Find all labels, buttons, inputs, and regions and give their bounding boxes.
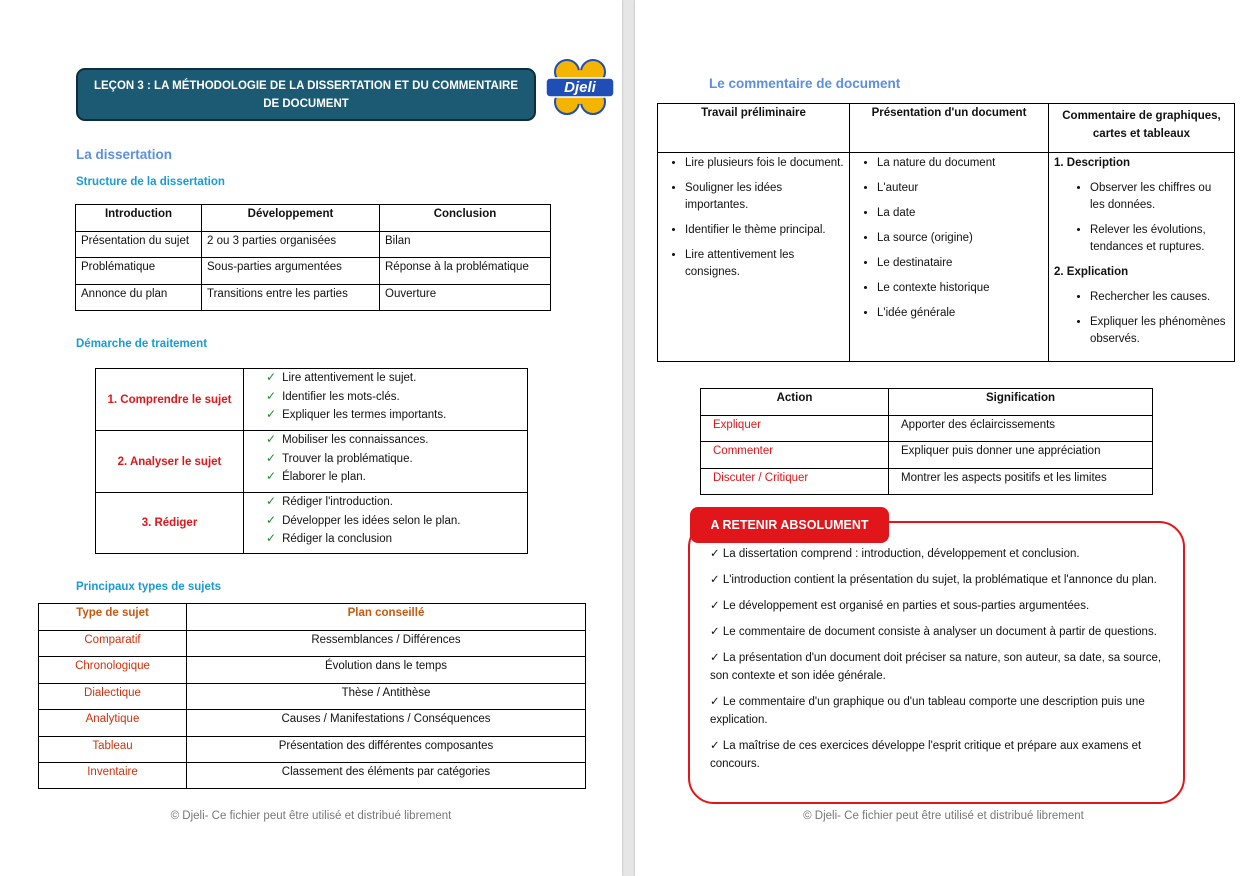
retenir-title: A RETENIR ABSOLUMENT <box>690 507 889 543</box>
check-icon: ✓ <box>710 696 723 708</box>
structure-cell: Présentation du sujet <box>76 232 202 258</box>
demarche-title: Démarche de traitement <box>76 338 208 350</box>
types-header: Type de sujet <box>39 604 187 631</box>
action-name: Commenter <box>701 442 889 469</box>
retenir-item: ✓ La dissertation comprend : introduction, développement et conclusion. <box>710 548 1080 560</box>
check-icon: ✓ <box>710 740 723 752</box>
commentaire-header: Travail préliminaire <box>658 104 850 153</box>
structure-cell: Problématique <box>76 258 202 285</box>
action-meaning: Montrer les aspects positifs et les limites <box>889 469 1153 495</box>
step-item: ✓ Lire attentivement le sujet. <box>266 370 417 384</box>
types-title: Principaux types de sujets <box>76 581 222 593</box>
lesson-title: LEÇON 3 : LA MÉTHODOLOGIE DE LA DISSERTATION ET DU COMMENTAIRE DE DOCUMENT <box>93 79 518 110</box>
type-name: Chronologique <box>39 657 187 684</box>
check-icon: ✓ <box>266 450 277 465</box>
type-plan: Ressemblances / Différences <box>187 631 586 657</box>
action-name: Discuter / Critiquer <box>701 469 889 495</box>
type-plan: Évolution dans le temps <box>187 657 586 684</box>
step-item: ✓ Rédiger l'introduction. <box>266 494 393 508</box>
retenir-item: ✓ Le développement est organisé en parties et sous-parties argumentées. <box>710 600 1090 612</box>
check-icon: ✓ <box>710 574 723 586</box>
list-item: • La source (origine) <box>877 230 1043 247</box>
retenir-item: ✓ Le commentaire de document consiste à analyser un document à partir de questions. <box>710 626 1157 638</box>
type-name: Analytique <box>39 710 187 737</box>
structure-header: Introduction <box>76 205 202 232</box>
type-name: Inventaire <box>39 763 187 789</box>
retenir-items <box>710 545 1179 773</box>
action-name: Expliquer <box>701 416 889 442</box>
list-item: • L'idée générale <box>877 305 1043 322</box>
page-2 <box>635 0 1252 876</box>
step-item: ✓ Mobiliser les connaissances. <box>266 432 429 446</box>
step-item: ✓ Identifier les mots-clés. <box>266 388 400 403</box>
step-item: ✓ Expliquer les termes importants. <box>266 407 447 421</box>
list-item: • Relever les évolutions, tendances et ruptures. <box>1090 222 1229 256</box>
type-name: Tableau <box>39 737 187 763</box>
list-item: • Souligner les idées importantes. <box>685 180 844 214</box>
commentaire-header: Présentation d'un document <box>850 104 1049 153</box>
structure-cell: Réponse à la problématique <box>380 258 551 285</box>
step-items <box>244 493 528 554</box>
step-items <box>244 369 528 431</box>
structure-header: Conclusion <box>380 205 551 232</box>
lesson-title-box <box>76 68 536 121</box>
check-icon: ✓ <box>710 600 723 612</box>
action-header: Action <box>701 389 889 416</box>
retenir-item: ✓ Le commentaire d'un graphique ou d'un tableau comporte une description puis une explication. <box>710 696 1145 726</box>
check-icon: ✓ <box>710 652 723 664</box>
structure-cell: Ouverture <box>380 285 551 311</box>
type-plan: Causes / Manifestations / Conséquences <box>187 710 586 737</box>
list-item: • La nature du document <box>877 155 1043 172</box>
check-icon: ✓ <box>266 370 277 384</box>
types-table <box>38 603 586 789</box>
section-dissertation: La dissertation <box>76 147 173 162</box>
action-table <box>700 388 1153 495</box>
list-item: • Expliquer les phénomènes observés. <box>1090 314 1229 348</box>
preliminary-work-list <box>658 153 850 362</box>
list-item: • Le contexte historique <box>877 280 1043 297</box>
retenir-item: ✓ L'introduction contient la présentation du sujet, la problématique et l'annonce du plan. <box>710 574 1157 586</box>
retenir-item: ✓ La présentation d'un document doit préciser sa nature, son auteur, sa date, sa source, son contexte et son idée générale. <box>710 652 1162 682</box>
steps-table <box>95 368 528 554</box>
list-item: • La date <box>877 205 1043 222</box>
check-icon: ✓ <box>266 512 277 527</box>
page-footer: © Djeli- Ce fichier peut être utilisé et distribué librement <box>803 810 1084 822</box>
type-plan: Présentation des différentes composantes <box>187 737 586 763</box>
structure-header: Développement <box>202 205 380 232</box>
step-item: ✓ Élaborer le plan. <box>266 469 366 483</box>
type-plan: Classement des éléments par catégories <box>187 763 586 789</box>
description-title: 1. Description <box>1054 157 1131 169</box>
logo-text: Djeli <box>564 79 596 96</box>
djeli-logo <box>543 56 617 118</box>
list-item: • Le destinataire <box>877 255 1043 272</box>
retenir-box <box>688 521 1185 804</box>
explication-title: 2. Explication <box>1054 266 1129 278</box>
commentaire-header: Commentaire de graphiques, cartes et tableaux <box>1049 104 1235 153</box>
section-commentaire: Le commentaire de document <box>709 76 901 91</box>
step-label: 1. Comprendre le sujet <box>96 369 244 431</box>
list-item: • Observer les chiffres ou les données. <box>1090 180 1229 214</box>
structure-cell: Sous-parties argumentées <box>202 258 380 285</box>
graph-commentary-cell <box>1049 153 1235 362</box>
action-meaning: Apporter des éclaircissements <box>889 416 1153 442</box>
list-item: • Identifier le thème principal. <box>685 222 844 239</box>
step-item: ✓ Rédiger la conclusion <box>266 531 393 545</box>
action-meaning: Expliquer puis donner une appréciation <box>889 442 1153 469</box>
retenir-item: ✓ La maîtrise de ces exercices développe l'esprit critique et prépare aux examens et concours. <box>710 740 1142 770</box>
step-item: ✓ Développer les idées selon le plan. <box>266 512 461 527</box>
type-name: Dialectique <box>39 684 187 710</box>
list-item: • Lire attentivement les consignes. <box>685 247 844 281</box>
check-icon: ✓ <box>266 407 277 421</box>
type-plan: Thèse / Antithèse <box>187 684 586 710</box>
list-item: • Lire plusieurs fois le document. <box>685 155 844 172</box>
commentaire-table <box>657 103 1235 362</box>
action-header: Signification <box>889 389 1153 416</box>
list-item: • L'auteur <box>877 180 1043 197</box>
structure-cell: 2 ou 3 parties organisées <box>202 232 380 258</box>
step-label: 3. Rédiger <box>96 493 244 554</box>
structure-title: Structure de la dissertation <box>76 176 225 188</box>
document-presentation-list <box>850 153 1049 362</box>
check-icon: ✓ <box>266 531 277 545</box>
page-1 <box>0 0 622 876</box>
page-footer: © Djeli- Ce fichier peut être utilisé et distribué librement <box>170 810 452 822</box>
structure-cell: Annonce du plan <box>76 285 202 311</box>
list-item: • Rechercher les causes. <box>1090 289 1229 306</box>
step-items <box>244 431 528 493</box>
check-icon: ✓ <box>266 469 277 483</box>
check-icon: ✓ <box>710 626 723 638</box>
type-name: Comparatif <box>39 631 187 657</box>
check-icon: ✓ <box>266 494 277 508</box>
structure-cell: Transitions entre les parties <box>202 285 380 311</box>
types-header: Plan conseillé <box>187 604 586 631</box>
check-icon: ✓ <box>266 388 277 403</box>
step-item: ✓ Trouver la problématique. <box>266 450 413 465</box>
step-label: 2. Analyser le sujet <box>96 431 244 493</box>
check-icon: ✓ <box>710 548 723 560</box>
structure-table <box>75 204 551 311</box>
check-icon: ✓ <box>266 432 277 446</box>
structure-cell: Bilan <box>380 232 551 258</box>
